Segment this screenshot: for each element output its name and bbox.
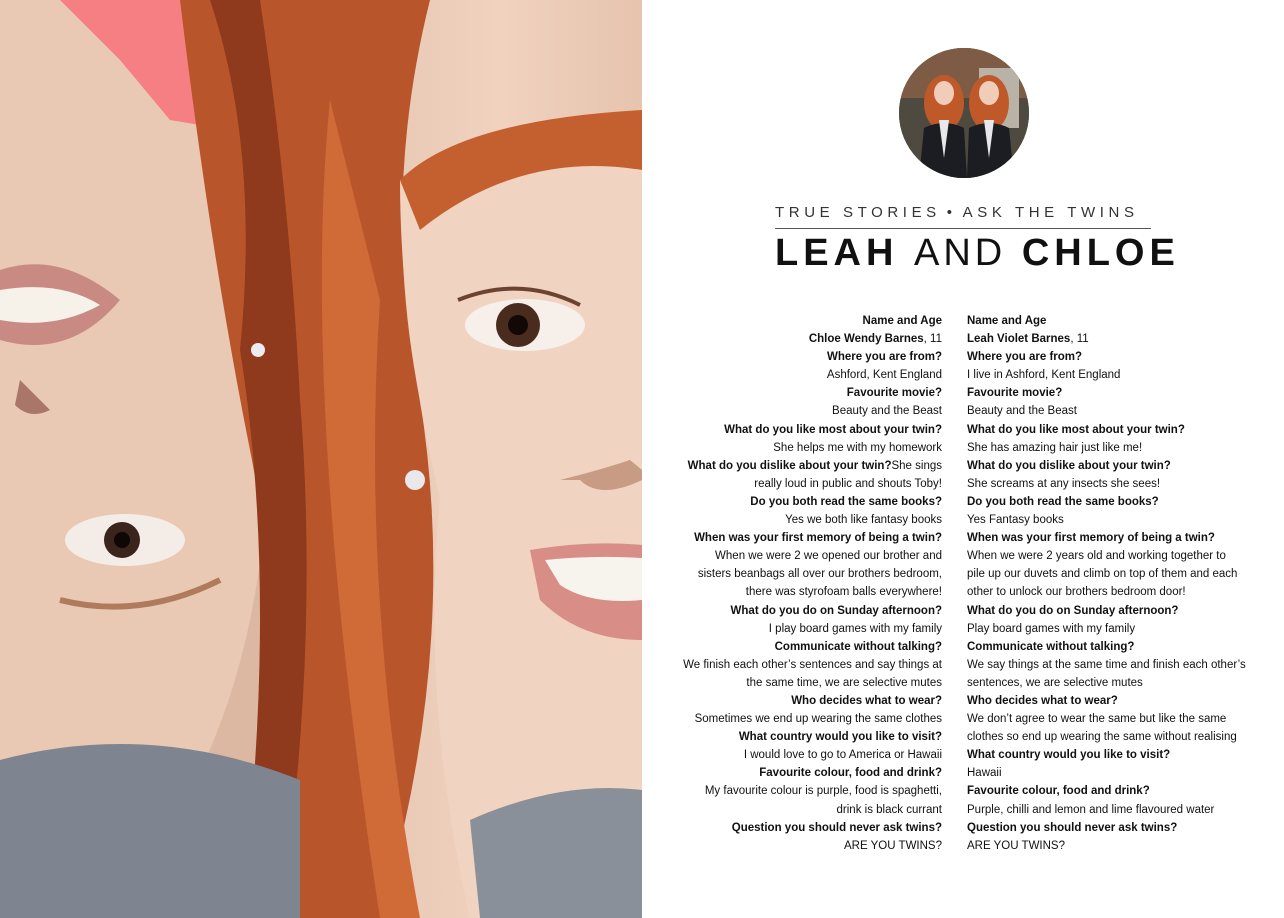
chloe-question: Favourite colour, food and drink?	[759, 767, 942, 780]
chloe-mixed-line	[672, 457, 942, 475]
leah-question: What country would you like to visit?	[967, 749, 1171, 762]
chloe-answer: Ashford, Kent England	[826, 369, 942, 382]
leah-answer: Beauty and the Beast	[967, 405, 1077, 418]
leah-answer: Purple, chilli and lemon and lime flavoured water	[967, 803, 1215, 816]
chloe-answer: , 11	[923, 333, 942, 346]
chloe-question: Who decides what to wear?	[791, 694, 942, 707]
leah-answer: ARE YOU TWINS?	[967, 839, 1065, 852]
chloe-question: What do you dislike about your twin?	[687, 459, 892, 472]
page-title	[775, 232, 1180, 275]
leah-question: Communicate without talking?	[967, 640, 1135, 653]
chloe-answer: Sometimes we end up wearing the same clothes	[694, 713, 942, 726]
leah-question: What do you like most about your twin?	[967, 423, 1185, 436]
chloe-answer: She sings	[891, 459, 942, 472]
chloe-question: Name and Age	[862, 315, 942, 327]
leah-question: Favourite movie?	[967, 387, 1063, 400]
kicker-right-text: ASK THE TWINS	[962, 204, 1139, 221]
leah-answer: She screams at any insects she sees!	[967, 477, 1161, 490]
chloe-answer: ARE YOU TWINS?	[844, 839, 942, 852]
chloe-answer: My favourite colour is purple, food is spaghetti,	[704, 785, 942, 798]
leah-answer: , 11	[1070, 333, 1089, 346]
chloe-answer: I play board games with my family	[768, 622, 942, 635]
chloe-question: What country would you like to visit?	[738, 731, 942, 744]
chloe-answers-column	[672, 312, 942, 855]
chloe-answer: She helps me with my homework	[773, 441, 942, 454]
leah-question: Name and Age	[967, 315, 1047, 327]
chloe-question: Chloe Wendy Barnes	[808, 333, 924, 346]
leah-question: Leah Violet Barnes	[967, 333, 1071, 346]
chloe-question: Do you both read the same books?	[750, 495, 942, 508]
leah-question: Where you are from?	[967, 351, 1083, 364]
kicker-left-text: TRUE STORIES	[775, 204, 941, 221]
title-conjunction: AND	[914, 232, 1007, 274]
leah-answer: pile up our duvets and climb on top of them and each	[967, 568, 1238, 581]
chloe-answer: really loud in public and shouts Toby!	[754, 477, 942, 490]
chloe-question: Question you should never ask twins?	[731, 821, 942, 834]
chloe-mixed-line	[672, 330, 942, 348]
chloe-question: When was your first memory of being a twin?	[694, 532, 942, 545]
chloe-answer: I would love to go to America or Hawaii	[743, 749, 942, 762]
leah-question: What do you dislike about your twin?	[967, 459, 1171, 472]
leah-question: Do you both read the same books?	[967, 495, 1159, 508]
leah-answer: Yes Fantasy books	[967, 514, 1064, 527]
chloe-answer: Yes we both like fantasy books	[785, 514, 942, 527]
kicker-separator: •	[946, 204, 957, 221]
title-rule	[775, 228, 1151, 229]
chloe-question: Communicate without talking?	[774, 640, 942, 653]
chloe-answer: drink is black currant	[836, 803, 942, 816]
leah-mixed-line	[967, 330, 1242, 348]
title-name-1: LEAH	[775, 232, 899, 274]
title-name-2: CHLOE	[1021, 232, 1180, 274]
leah-answer: We don’t agree to wear the same but like the same	[967, 713, 1227, 726]
chloe-question: Favourite movie?	[846, 387, 942, 400]
leah-answers-column	[967, 312, 1246, 855]
leah-answer: We say things at the same time and finish each other’s	[967, 658, 1246, 671]
leah-question: Who decides what to wear?	[967, 694, 1118, 707]
leah-answer: Play board games with my family	[967, 622, 1136, 635]
leah-answer: When we were 2 years old and working together to	[967, 550, 1226, 563]
chloe-answer: sisters beanbags all over our brothers bedroom,	[697, 568, 942, 581]
leah-question: What do you do on Sunday afternoon?	[967, 604, 1179, 617]
leah-answer: She has amazing hair just like me!	[967, 441, 1143, 454]
section-kicker	[775, 204, 1153, 221]
chloe-answer: there was styrofoam balls everywhere!	[745, 586, 942, 599]
chloe-answer: the same time, we are selective mutes	[746, 676, 942, 689]
leah-question: Question you should never ask twins?	[967, 821, 1178, 834]
leah-answer: sentences, we are selective mutes	[967, 676, 1143, 689]
leah-question: Favourite colour, food and drink?	[967, 785, 1150, 798]
leah-answer: Hawaii	[967, 767, 1002, 780]
leah-answer: clothes so end up wearing the same without realising	[967, 731, 1237, 744]
twins-school-uniform-photo	[899, 48, 1029, 178]
chloe-question: Where you are from?	[826, 351, 942, 364]
chloe-answer: We finish each other’s sentences and say things at	[683, 658, 942, 671]
chloe-answer: When we were 2 we opened our brother and	[715, 550, 942, 563]
leah-answer: I live in Ashford, Kent England	[967, 369, 1121, 382]
leah-question: When was your first memory of being a twin?	[967, 532, 1215, 545]
leah-answer: other to unlock our brothers bedroom door!	[967, 586, 1186, 599]
chloe-answer: Beauty and the Beast	[832, 405, 942, 418]
twins-avatar-illustration	[899, 48, 1029, 178]
chloe-question: What do you like most about your twin?	[724, 423, 942, 436]
chloe-question: What do you do on Sunday afternoon?	[730, 604, 942, 617]
